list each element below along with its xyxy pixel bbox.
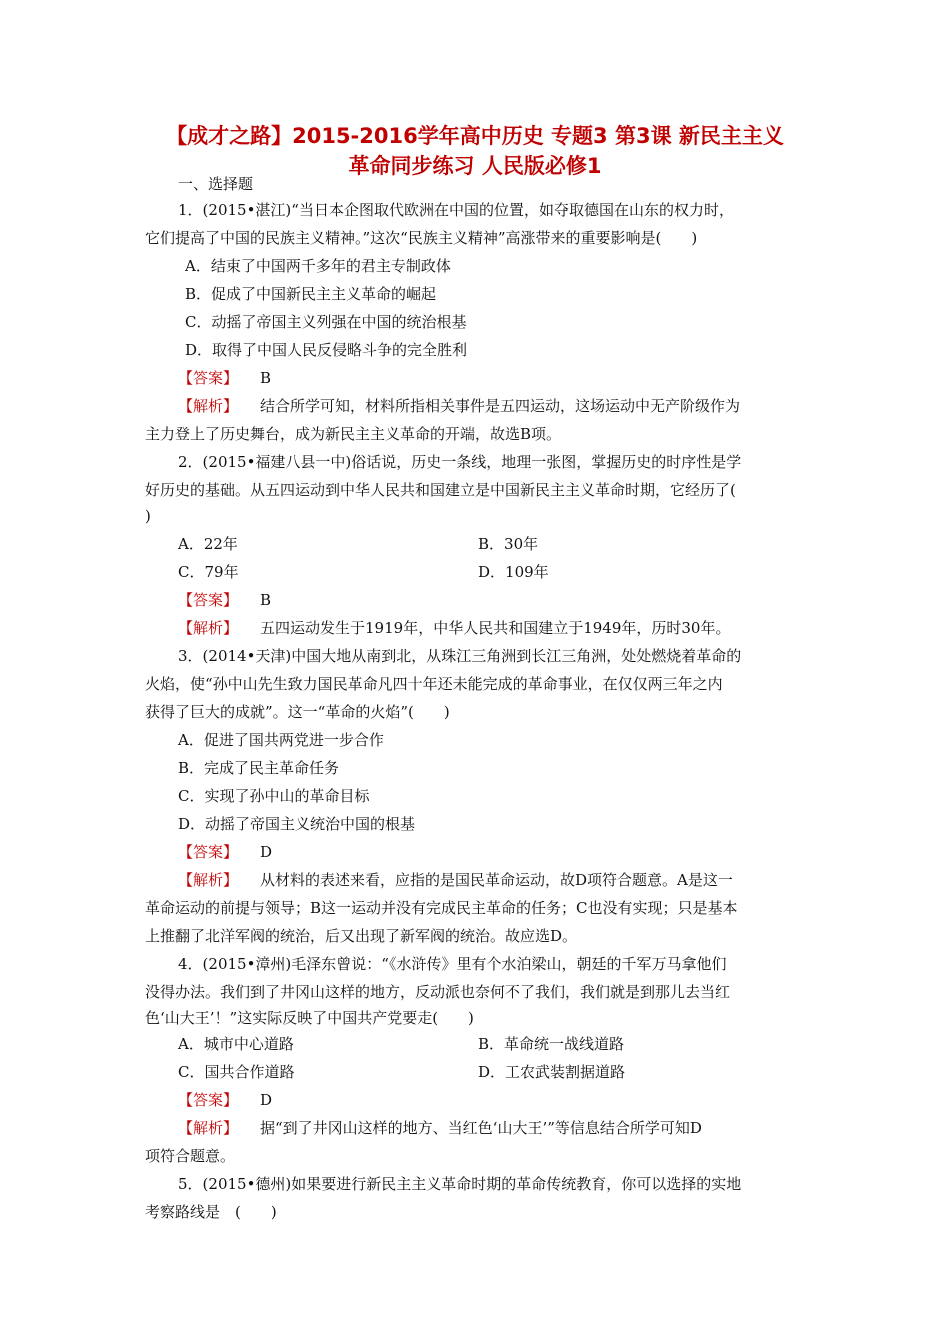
page-title: 【成才之路】2015-2016学年高中历史 专题3 第3课 新民主主义 — [166, 124, 784, 148]
question-3-analysis-cont: 革命运动的前提与领导；B这一运动并没有完成民主革命的任务；C也没有实现；只是基本 — [145, 899, 738, 917]
question-3-option-d: D．动摇了帝国主义统治中国的根基 — [178, 815, 416, 833]
question-4-option-b: B．革命统一战线道路 — [478, 1035, 625, 1053]
question-3-stem-cont: 火焰，使“孙中山先生致力国民革命凡四十年还未能完成的革命事业，在仅仅两三年之内 — [145, 675, 723, 693]
question-4-analysis-cont: 项符合题意。 — [145, 1147, 236, 1165]
answer-value: B — [260, 591, 272, 609]
analysis-label: 【解析】 — [178, 619, 239, 637]
question-1-option-c: C．动摇了帝国主义列强在中国的统治根基 — [185, 313, 467, 331]
question-2-stem-cont: 好历史的基础。从五四运动到中华人民共和国建立是中国新民主主义革命时期，它经历了( — [145, 481, 736, 499]
question-5-stem-cont: 考察路线是 ( ) — [145, 1203, 277, 1221]
question-2-stem: 2．(2015•福建八县一中)俗话说，历史一条线，地理一张图，掌握历史的时序性是学 — [178, 453, 742, 471]
analysis-label: 【解析】 — [178, 1119, 239, 1137]
question-2-stem-cont2: ) — [145, 507, 151, 525]
answer-value: D — [260, 1091, 273, 1109]
page-title-line2: 革命同步练习 人民版必修1 — [348, 154, 602, 178]
question-2-answer — [178, 590, 271, 610]
question-2-option-d: D．109年 — [478, 563, 549, 581]
question-2-option-b: B．30年 — [478, 535, 539, 553]
question-3-analysis-cont2: 上推翻了北洋军阀的统治，后又出现了新军阀的统治。故应选D。 — [145, 927, 578, 945]
analysis-text: 结合所学可知，材料所指相关事件是五四运动，这场运动中无产阶级作为 — [260, 397, 741, 415]
answer-value: D — [260, 843, 273, 861]
question-5-stem: 5．(2015•德州)如果要进行新民主主义革命时期的革命传统教育，你可以选择的实地 — [178, 1175, 742, 1193]
answer-label: 【答案】 — [178, 1091, 239, 1109]
answer-label: 【答案】 — [178, 369, 239, 387]
question-1-stem-cont: 它们提高了中国的民族主义精神。”这次“民族主义精神”高涨带来的重要影响是( ) — [145, 229, 698, 247]
question-4-stem: 4．(2015•漳州)毛泽东曾说：“《水浒传》里有个水泊梁山，朝廷的千军万马拿他们 — [178, 955, 727, 973]
analysis-text: 五四运动发生于1919年，中华人民共和国建立于1949年，历时30年。 — [260, 619, 731, 637]
section-heading: 一、选择题 — [178, 175, 254, 193]
question-1-option-b: B．促成了中国新民主主义革命的崛起 — [185, 285, 437, 303]
question-3-stem-cont2: 获得了巨大的成就”。这一“革命的火焰”( ) — [145, 703, 450, 721]
question-4-analysis — [178, 1118, 702, 1138]
question-4-stem-cont: 没得办法。我们到了井冈山这样的地方，反动派也奈何不了我们，我们就是到那儿去当红 — [145, 983, 731, 1001]
question-1-analysis-cont: 主力登上了历史舞台，成为新民主主义革命的开端，故选B项。 — [145, 425, 562, 443]
question-3-stem: 3．(2014•天津)中国大地从南到北，从珠江三角洲到长江三角洲，处处燃烧着革命的 — [178, 647, 742, 665]
question-3-option-b: B．完成了民主革命任务 — [178, 759, 340, 777]
question-3-option-a: A．促进了国共两党进一步合作 — [178, 731, 384, 749]
question-1-option-d: D．取得了中国人民反侵略斗争的完全胜利 — [185, 341, 468, 359]
answer-value: B — [260, 369, 272, 387]
answer-label: 【答案】 — [178, 843, 239, 861]
analysis-text: 据“到了井冈山这样的地方、当红色‘山大王’”等信息结合所学可知D — [260, 1119, 702, 1137]
analysis-text: 从材料的表述来看，应指的是国民革命运动，故D项符合题意。A是这一 — [260, 871, 733, 889]
question-1-analysis — [178, 396, 740, 416]
question-4-option-d: D．工农武装割据道路 — [478, 1063, 626, 1081]
question-4-option-c: C．国共合作道路 — [178, 1063, 295, 1081]
question-3-analysis — [178, 870, 733, 890]
question-2-analysis — [178, 618, 730, 638]
question-4-answer — [178, 1090, 272, 1110]
question-1-stem: 1．(2015•湛江)“当日本企图取代欧洲在中国的位置，如夺取德国在山东的权力时， — [178, 201, 734, 219]
question-4-stem-cont2: 色‘山大王’！”这实际反映了中国共产党要走( ) — [145, 1009, 474, 1027]
answer-label: 【答案】 — [178, 591, 239, 609]
question-2-option-c: C．79年 — [178, 563, 239, 581]
question-1-answer — [178, 368, 271, 388]
question-3-answer — [178, 842, 272, 862]
question-4-option-a: A．城市中心道路 — [178, 1035, 294, 1053]
question-1-option-a: A．结束了中国两千多年的君主专制政体 — [185, 257, 451, 275]
analysis-label: 【解析】 — [178, 397, 239, 415]
analysis-label: 【解析】 — [178, 871, 239, 889]
question-2-option-a: A．22年 — [178, 535, 238, 553]
question-3-option-c: C．实现了孙中山的革命目标 — [178, 787, 370, 805]
